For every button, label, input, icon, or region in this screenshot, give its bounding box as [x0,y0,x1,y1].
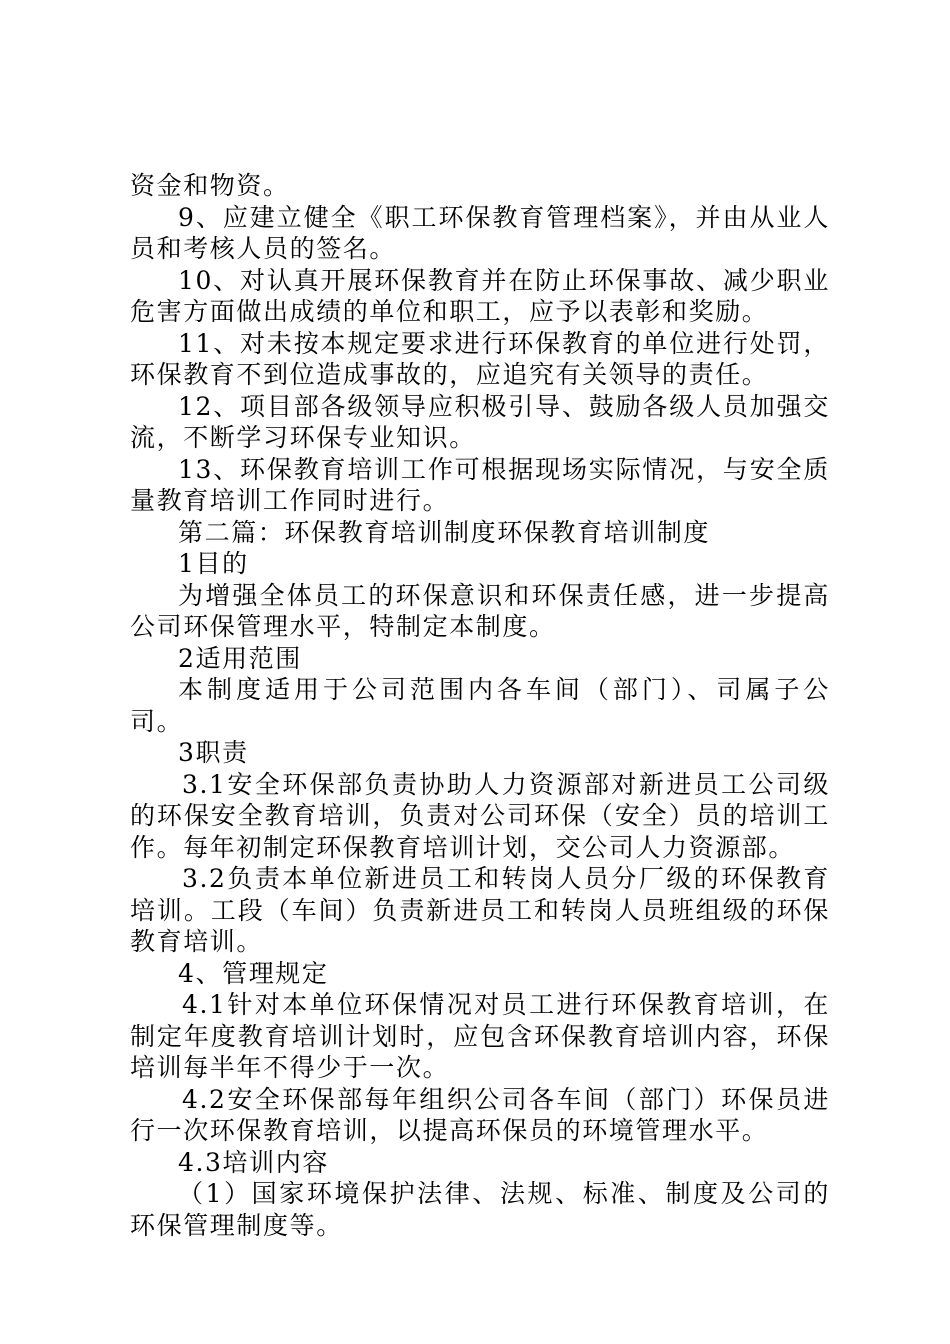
document-body [130,170,830,1241]
paragraph-2: 9、应建立健全《职工环保教育管理档案》，并由从业人员和考核人员的签名。 [130,202,830,263]
heading-rules: 4、管理规定 [178,958,329,988]
section-heading-2: 第二篇：环保教育培训制度环保教育培训制度 [178,517,711,547]
paragraph-duty-3-2: 3.2负责本单位新进员工和转岗人员分厂级的环保教育培训。工段（车间）负责新进员工和转岗人员班组级的环保教育培训。 [130,864,830,956]
paragraph-training-item-1: （1）国家环境保护法律、法规、标准、制度及公司的环保管理制度等。 [130,1179,830,1240]
heading-purpose: 1目的 [178,549,249,578]
paragraph-rule-4-2: 4.2安全环保部每年组织公司各车间（部门）环保员进行一次环保教育培训，以提高环保员的环境管理水平。 [130,1084,830,1145]
paragraph-scope: 本制度适用于公司范围内各车间（部门）、司属子公司。 [130,675,830,736]
paragraph-3: 10、对认真开展环保教育并在防止环保事故、减少职业危害方面做出成绩的单位和职工，应予以表彰和奖励。 [130,265,830,326]
paragraph-6: 13、环保教育培训工作可根据现场实际情况，与安全质量教育培训工作同时进行。 [130,454,830,515]
paragraph-4: 11、对未按本规定要求进行环保教育的单位进行处罚，环保教育不到位造成事故的，应追究有关领导的责任。 [130,328,830,389]
paragraph-rule-4-1: 4.1针对本单位环保情况对员工进行环保教育培训，在制定年度教育培训计划时，应包含环保教育培训内容，环保培训每半年不得少于一次。 [130,990,830,1082]
heading-duties: 3职责 [178,738,249,767]
heading-training-content: 4.3培训内容 [178,1147,329,1177]
paragraph-1: 资金和物资。 [130,171,290,200]
paragraph-purpose: 为增强全体员工的环保意识和环保责任感，进一步提高公司环保管理水平，特制定本制度。 [130,580,830,641]
heading-scope: 2适用范围 [178,643,302,673]
paragraph-5: 12、项目部各级领导应积极引导、鼓励各级人员加强交流，不断学习环保专业知识。 [130,391,830,452]
paragraph-duty-3-1: 3.1安全环保部负责协助人力资源部对新进员工公司级的环保安全教育培训，负责对公司环保（安全）员的培训工作。每年初制定环保教育培训计划，交公司人力资源部。 [130,769,830,862]
